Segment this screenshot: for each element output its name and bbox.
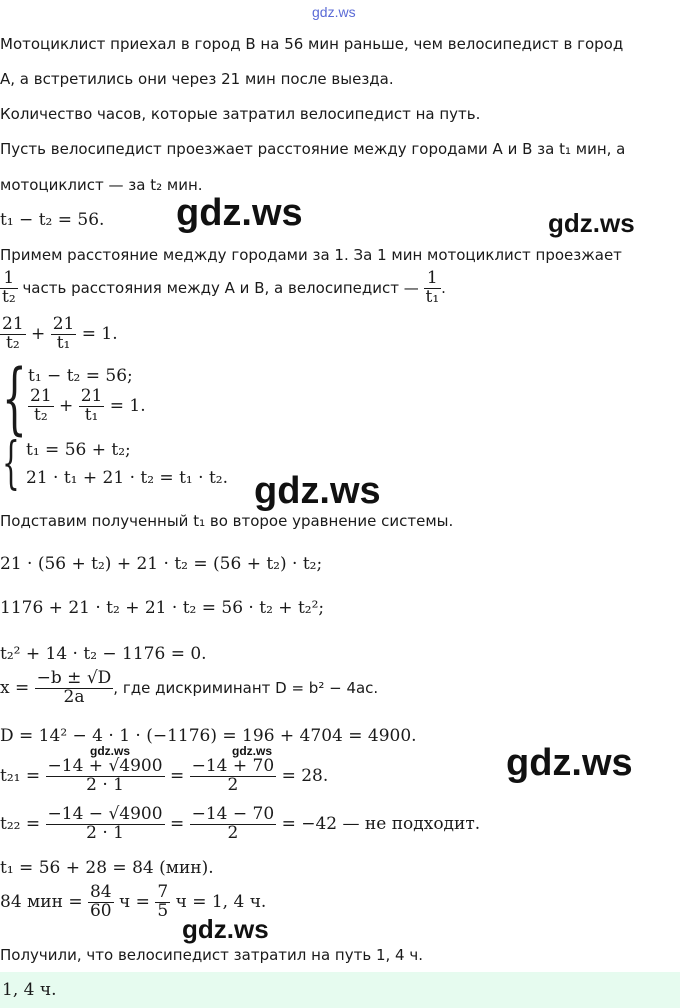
equation-substituted: 21 · (56 + t₂) + 21 · t₂ = (56 + t₂) · t₂; [0,554,323,574]
problem-line-2: A, а встретились они через 21 мин после выезда. [0,70,394,88]
fraction-1-over-t1: $\frac{1}{\text{t₁}}$ [425,268,440,307]
watermark-4: gdz.ws [506,742,633,784]
watermark-7: gdz.ws [182,914,269,944]
discriminant-line: D = 14² − 4 · 1 · (−1176) = 196 + 4704 = 4900. [0,726,417,746]
system-2-eq-b: 21 · t₁ + 21 · t₂ = t₁ · t₂. [26,468,228,488]
equation-difference: t₁ − t₂ = 56. [0,210,105,230]
answer-text: 1, 4 ч. [2,980,57,1000]
system-1-brace: { [2,354,27,444]
system-2-brace: { [2,431,20,496]
answer-box [0,972,680,1008]
watermark-5: gdz.ws [90,744,131,758]
equation-sum: $\frac{21}{\text{t₂}}$ + $\frac{21}{\text{t₁}}$ = 1. [2,314,118,353]
let-line-1: Пусть велосипедист проезжает расстояние между городами A и B за t₁ мин, а [0,140,626,158]
assume-line: Примем расстояние меджду городами за 1. За 1 мин мотоциклист проезжает [0,246,622,264]
root-1-line: t₂₁ = $\frac{-14 + √4900}{2 \cdot 1}$ = $\frac{-14 + 70}{2}$ = 28. [0,756,329,795]
system-2-eq-a: t₁ = 56 + t₂; [26,440,131,460]
problem-line-1: Мотоциклист приехал в город B на 56 мин раньше, чем велосипедист в город [0,35,624,53]
system-1-eq-a: t₁ − t₂ = 56; [28,366,133,386]
quadratic-formula: x = $\frac{-b \pm √D}{2a}$ , где дискриминант D = b² − 4ac. [0,668,379,707]
equation-expanded: 1176 + 21 · t₂ + 21 · t₂ = 56 · t₂ + t₂²; [0,598,325,618]
question-line: Количество часов, которые затратил велосипедист на путь. [0,105,481,123]
substitute-line: Подставим полученный t₁ во второе уравнение системы. [0,512,454,530]
watermark-3: gdz.ws [254,470,381,512]
system-1-eq-b: $\frac{21}{\text{t₂}}$ + $\frac{21}{\text{t₁}}$ = 1. [30,386,146,425]
watermark-top: gdz.ws [312,4,356,20]
watermark-6: gdz.ws [232,744,273,758]
t1-result-line: t₁ = 56 + 28 = 84 (мин). [0,858,214,878]
root-2-line: t₂₂ = $\frac{-14 - √4900}{2 \cdot 1}$ = $\frac{-14 - 70}{2}$ = −42 — не подходит. [0,804,481,843]
conversion-line: 84 мин = $\frac{84}{60}$ ч = $\frac{7}{5}$ ч = 1, 4 ч. [0,882,267,921]
equation-quadratic: t₂² + 14 · t₂ − 1176 = 0. [0,644,207,664]
fraction-1-over-t2: $\frac{1}{\text{t₂}}$ [2,268,16,307]
let-line-2: мотоциклист — за t₂ мин. [0,176,203,194]
watermark-1: gdz.ws [176,192,303,234]
conclusion-line: Получили, что велосипедист затратил на путь 1, 4 ч. [0,946,423,964]
fraction-speed-line: $\frac{1}{\text{t₂}}$ часть расстояния между A и B, а велосипедист — $\frac{1}{\text{t₁}}$ . [2,268,446,307]
watermark-2: gdz.ws [548,208,635,238]
